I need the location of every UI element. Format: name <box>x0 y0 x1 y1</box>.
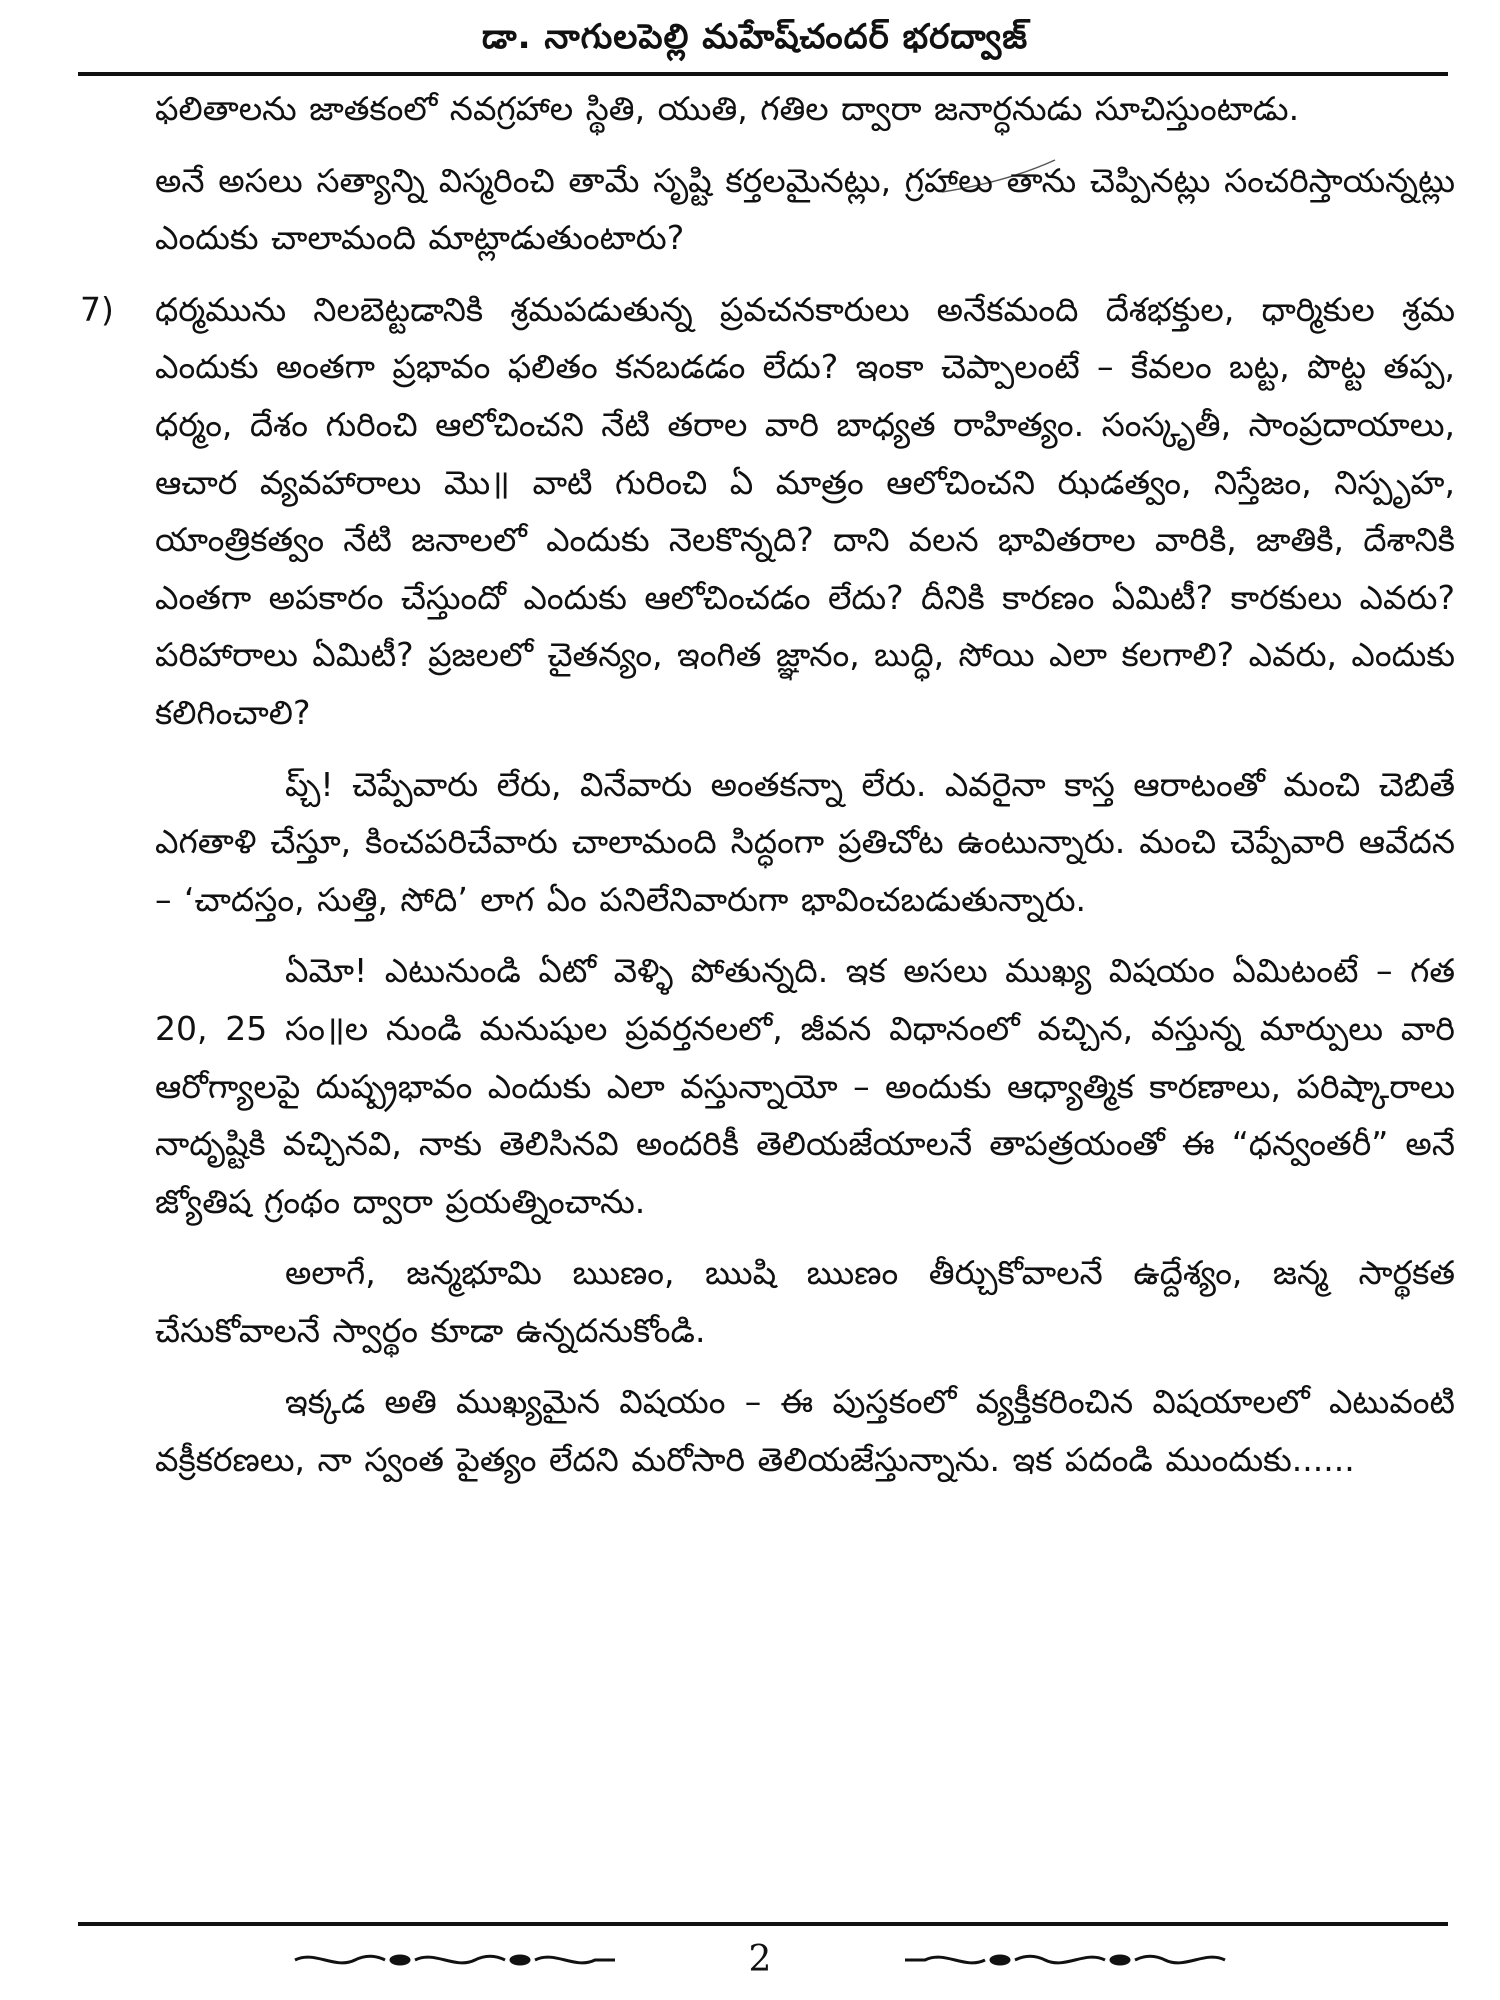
header-rule <box>78 72 1448 76</box>
paragraph-also: అలాగే, జన్మభూమి ఋణం, ఋషి ఋణం తీర్చుకోవాలనే ఉద్దేశ్యం, జన్మ సార్థకత చేసుకోవాలనే స్వార్థం కూడా ఉన్నదనుకోండి. <box>155 1253 1455 1350</box>
ornament-left-icon <box>290 1945 620 1975</box>
item-7-text: ధర్మమును నిలబెట్టడానికి శ్రమపడుతున్న ప్రవచనకారులు అనేకమంది దేశభక్తుల, ధార్మికుల శ్రమ ఎందుకు అంతగా ప్రభావం ఫలితం కనబడడం లేదు? ఇంకా చెప్పాలంటే – కేవలం బట్ట, పొట్ట తప్ప, ధర్మం, దేశం గురించి ఆలోచించని నేటి తరాల వారి బాధ్యత రాహిత్యం. సంస్కృతీ, సాంప్రదాయాలు, ఆచార వ్యవహారాలు మొ॥ వాటి గురించి ఏ మాత్రం ఆలోచించని ఝడత్వం, నిస్తేజం, నిస్పృహ, యాంత్రికత్వం నేటి జనాలలో ఎందుకు నెలకొన్నది? దాని వలన భావితరాల వారికి, జాతికి, దేశానికి ఎంతగా అపకారం చేస్తుందో ఎందుకు ఆలోచించడం లేదు? దీనికి కారణం ఏమిటీ? కారకులు ఎవరు? పరిహారాలు ఏమిటీ? ప్రజలలో చైతన్యం, ఇంగిత జ్ఞానం, బుద్ధి, సోయి ఎలా కలగాలి? ఎవరు, ఎందుకు కలిగించాలి? <box>155 289 1455 732</box>
page-body <box>80 80 1455 1489</box>
paragraph-final: ఇక్కడ అతి ముఖ్యమైన విషయం – ఈ పుస్తకంలో వ్యక్తీకరించిన విషయాలలో ఎటువంటి వక్రీకరణలు, నా స్వంత పైత్యం లేదని మరోసారి తెలియజేస్తున్నాను. ఇక పదండి ముందుకు...... <box>155 1382 1455 1480</box>
page-footer <box>0 1935 1500 1985</box>
running-header-author: డా. నాగులపెల్లి మహేష్‌చందర్ భరద్వాజ్ <box>481 17 1029 57</box>
paragraph-main-subject: ఏమో! ఎటునుండి ఏటో వెళ్ళి పోతున్నది. ఇక అసలు ముఖ్య విషయం ఏమిటంటే – గత 20, 25 సం॥ల నుండి మనుషుల ప్రవర్తనలలో, జీవన విధానంలో వచ్చిన, వస్తున్న మార్పులు వారి ఆరోగ్యాలపై దుష్ప్రభావం ఎందుకు ఎలా వస్తున్నాయో – అందుకు ఆధ్యాత్మిక కారణాలు, పరిష్కారాలు నాదృష్టికి వచ్చినవి, నాకు తెలిసినవి అందరికీ తెలియజేయాలనే తాపత్రయంతో ఈ “ధన్వంతరీ” అనే జ్యోతిష గ్రంథం ద్వారా ప్రయత్నించాను. <box>155 951 1455 1221</box>
paragraph-intro-continuation: ఫలితాలను జాతకంలో నవగ్రహాల స్థితి, యుతి, గతిల ద్వారా జనార్ధనుడు సూచిస్తుంటాడు. <box>155 89 1300 128</box>
page-number: 2 <box>748 1939 772 1980</box>
paragraph-question: అనే అసలు సత్యాన్ని విస్మరించి తామే సృష్టి కర్తలమైనట్లు, గ్రహాలు తాను చెప్పినట్లు సంచరిస్తాయన్నట్లు ఎందుకు చాలామంది మాట్లాడుతుంటారు? <box>155 160 1455 258</box>
item-number: 7) <box>80 289 114 329</box>
paragraph-sigh: ప్చ్! చెప్పేవారు లేరు, వినేవారు అంతకన్నా లేరు. ఎవరైనా కాస్త ఆరాటంతో మంచి చెబితే ఎగతాళి చేస్తూ, కించపరిచేవారు చాలామంది సిద్ధంగా ప్రతిచోట ఉంటున్నారు. మంచి చెప్పేవారి ఆవేదన – ‘చాదస్తం, సుత్తి, సోది’ లాగ ఏం పనిలేనివారుగా భావించబడుతున్నారు. <box>155 764 1455 919</box>
footer-rule <box>78 1922 1448 1926</box>
ornament-right-icon <box>900 1945 1230 1975</box>
numbered-item-7 <box>80 281 1455 742</box>
